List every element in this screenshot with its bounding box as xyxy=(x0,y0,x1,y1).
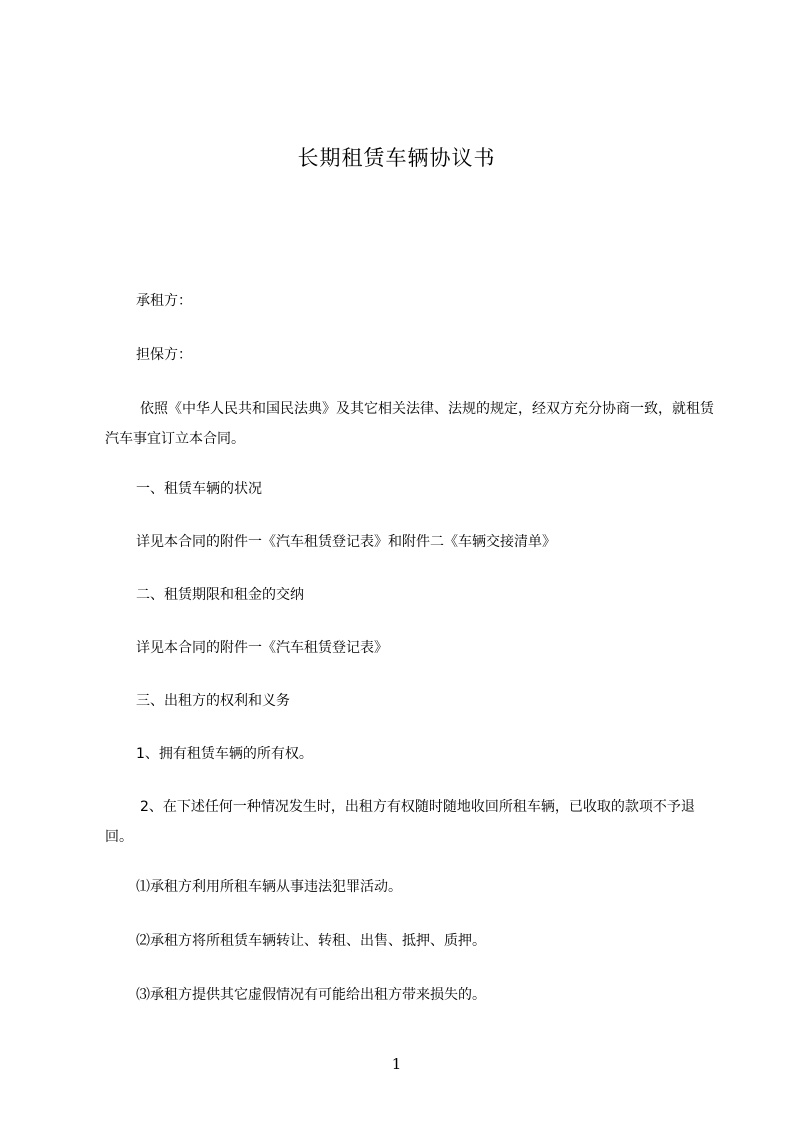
guarantor-line: 担保方： xyxy=(136,347,192,363)
section-2-body: 详见本合同的附件一《汽车租赁登记表》 xyxy=(136,640,388,656)
preamble-paragraph: 依照《中华人民共和国民法典》及其它相关法律、法规的规定，经双方充分协商一致，就租赁汽车事宜订立本合同。 xyxy=(105,401,714,447)
section-heading-3: 三、出租方的权利和义务 xyxy=(136,693,290,709)
section-1-body: 详见本合同的附件一《汽车租赁登记表》和附件二《车辆交接清单》 xyxy=(136,534,556,550)
section-heading-1: 一、租赁车辆的状况 xyxy=(136,481,262,497)
document-title: 长期租赁车辆协议书 xyxy=(297,146,496,170)
clause-3-2: 2、在下述任何一种情况发生时，出租方有权随时随地收回所租车辆，已收取的款项不予退回。 xyxy=(105,799,695,845)
clause-3-2-item-1: ⑴承租方利用所租车辆从事违法犯罪活动。 xyxy=(136,879,402,895)
page-number: 1 xyxy=(391,1055,402,1073)
clause-3-2-item-3: ⑶承租方提供其它虚假情况有可能给出租方带来损失的。 xyxy=(136,987,486,1003)
section-heading-2: 二、租赁期限和租金的交纳 xyxy=(136,587,304,603)
lessee-line: 承租方： xyxy=(136,293,192,309)
clause-3-2-item-2: ⑵承租方将所租赁车辆转让、转租、出售、抵押、质押。 xyxy=(136,933,486,949)
clause-3-1: 1、拥有租赁车辆的所有权。 xyxy=(136,746,313,762)
